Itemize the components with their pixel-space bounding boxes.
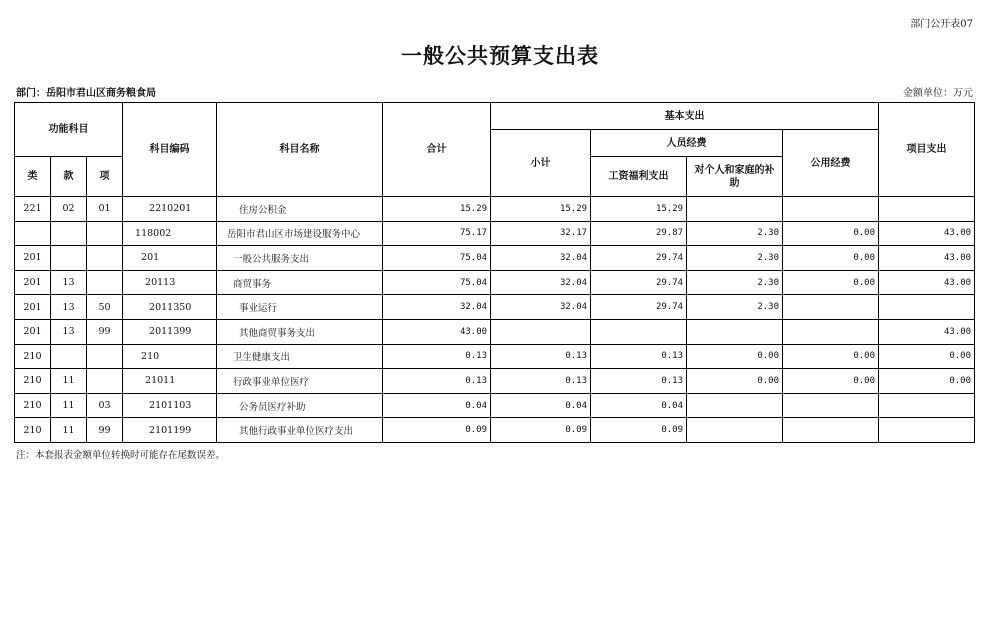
- cell-wage: 15.29: [591, 197, 687, 222]
- cell-subtotal: 32.04: [491, 270, 591, 295]
- cell-xiang: 03: [87, 393, 123, 418]
- cell-xiang: [87, 221, 123, 246]
- cell-name: 公务员医疗补助: [217, 393, 383, 418]
- cell-total: 0.09: [383, 418, 491, 443]
- cell-xiang: 01: [87, 197, 123, 222]
- cell-name: 一般公共服务支出: [217, 246, 383, 271]
- cell-name: 行政事业单位医疗: [217, 369, 383, 394]
- cell-total: 0.13: [383, 369, 491, 394]
- cell-total: 75.04: [383, 270, 491, 295]
- cell-xiang: [87, 270, 123, 295]
- cell-lei: 210: [15, 344, 51, 369]
- cell-subtotal: 0.13: [491, 369, 591, 394]
- cell-xiang: 99: [87, 418, 123, 443]
- cell-project: 43.00: [879, 319, 975, 344]
- header-wage: 工资福利支出: [591, 157, 687, 197]
- cell-personal: [687, 319, 783, 344]
- header-xiang: 项: [87, 157, 123, 197]
- cell-wage: 0.13: [591, 369, 687, 394]
- cell-kuan: 13: [51, 295, 87, 320]
- cell-wage: 0.04: [591, 393, 687, 418]
- cell-lei: 201: [15, 295, 51, 320]
- cell-public: [783, 393, 879, 418]
- table-row: [15, 393, 975, 418]
- cell-wage: 29.87: [591, 221, 687, 246]
- cell-kuan: 02: [51, 197, 87, 222]
- cell-subtotal: 32.17: [491, 221, 591, 246]
- cell-personal: 2.30: [687, 221, 783, 246]
- cell-subtotal: 0.09: [491, 418, 591, 443]
- table-body: [15, 197, 975, 443]
- cell-lei: 210: [15, 393, 51, 418]
- cell-public: [783, 418, 879, 443]
- cell-total: 32.04: [383, 295, 491, 320]
- cell-kuan: 11: [51, 418, 87, 443]
- table-row: [15, 369, 975, 394]
- cell-code: 210: [123, 344, 217, 369]
- cell-wage: 29.74: [591, 295, 687, 320]
- cell-code: 20113: [123, 270, 217, 295]
- cell-code: 118002: [123, 221, 217, 246]
- cell-personal: 2.30: [687, 295, 783, 320]
- cell-public: 0.00: [783, 270, 879, 295]
- cell-project: 0.00: [879, 369, 975, 394]
- header-kuan: 款: [51, 157, 87, 197]
- cell-code: 2101199: [123, 418, 217, 443]
- cell-name: 事业运行: [217, 295, 383, 320]
- cell-lei: [15, 221, 51, 246]
- cell-kuan: [51, 344, 87, 369]
- cell-project: [879, 418, 975, 443]
- table-row: [15, 295, 975, 320]
- cell-project: 43.00: [879, 221, 975, 246]
- cell-total: 75.04: [383, 246, 491, 271]
- cell-public: 0.00: [783, 344, 879, 369]
- table-row: [15, 319, 975, 344]
- header-subtotal: 小计: [491, 130, 591, 197]
- cell-personal: [687, 197, 783, 222]
- form-number: 部门公开表07: [910, 19, 973, 30]
- cell-subtotal: 32.04: [491, 246, 591, 271]
- cell-kuan: 11: [51, 369, 87, 394]
- cell-public: [783, 319, 879, 344]
- cell-project: [879, 295, 975, 320]
- table-row: [15, 221, 975, 246]
- cell-xiang: [87, 344, 123, 369]
- department-label: 部门：岳阳市君山区商务粮食局: [16, 88, 156, 99]
- cell-code: 2011399: [123, 319, 217, 344]
- cell-personal: 0.00: [687, 344, 783, 369]
- cell-xiang: [87, 246, 123, 271]
- header-personal: 对个人和家庭的补助: [687, 157, 783, 197]
- cell-project: [879, 197, 975, 222]
- table-row: [15, 197, 975, 222]
- table-row: [15, 270, 975, 295]
- cell-total: 0.13: [383, 344, 491, 369]
- cell-subtotal: 15.29: [491, 197, 591, 222]
- cell-public: 0.00: [783, 369, 879, 394]
- cell-name: 岳阳市君山区市场建设服务中心: [217, 221, 383, 246]
- table-row: [15, 418, 975, 443]
- cell-project: [879, 393, 975, 418]
- cell-kuan: [51, 246, 87, 271]
- cell-name: 住房公积金: [217, 197, 383, 222]
- footnote: 注：本套报表金额单位转换时可能存在尾数误差。: [16, 450, 226, 461]
- table-row: [15, 344, 975, 369]
- cell-lei: 210: [15, 369, 51, 394]
- cell-wage: [591, 319, 687, 344]
- cell-public: 0.00: [783, 246, 879, 271]
- header-lei: 类: [15, 157, 51, 197]
- cell-personal: 2.30: [687, 270, 783, 295]
- header-public: 公用经费: [783, 130, 879, 197]
- header-name: 科目名称: [217, 103, 383, 197]
- cell-wage: 0.13: [591, 344, 687, 369]
- cell-subtotal: 32.04: [491, 295, 591, 320]
- header-basic: 基本支出: [491, 103, 879, 130]
- cell-code: 201: [123, 246, 217, 271]
- cell-total: 0.04: [383, 393, 491, 418]
- cell-lei: 221: [15, 197, 51, 222]
- cell-name: 卫生健康支出: [217, 344, 383, 369]
- cell-lei: 210: [15, 418, 51, 443]
- header-personnel: 人员经费: [591, 130, 783, 157]
- cell-lei: 201: [15, 270, 51, 295]
- amount-unit-label: 金额单位：万元: [903, 88, 973, 99]
- cell-project: 0.00: [879, 344, 975, 369]
- cell-wage: 0.09: [591, 418, 687, 443]
- cell-kuan: [51, 221, 87, 246]
- cell-name: 其他行政事业单位医疗支出: [217, 418, 383, 443]
- header-project: 项目支出: [879, 103, 975, 197]
- cell-personal: [687, 418, 783, 443]
- cell-public: 0.00: [783, 221, 879, 246]
- cell-subtotal: 0.04: [491, 393, 591, 418]
- cell-code: 2101103: [123, 393, 217, 418]
- cell-xiang: 50: [87, 295, 123, 320]
- cell-personal: 2.30: [687, 246, 783, 271]
- cell-kuan: 11: [51, 393, 87, 418]
- cell-total: 15.29: [383, 197, 491, 222]
- cell-name: 商贸事务: [217, 270, 383, 295]
- cell-kuan: 13: [51, 270, 87, 295]
- cell-code: 2210201: [123, 197, 217, 222]
- cell-project: 43.00: [879, 246, 975, 271]
- cell-kuan: 13: [51, 319, 87, 344]
- cell-lei: 201: [15, 246, 51, 271]
- cell-personal: [687, 393, 783, 418]
- page-title: 一般公共预算支出表: [401, 43, 599, 68]
- cell-subtotal: [491, 319, 591, 344]
- cell-wage: 29.74: [591, 270, 687, 295]
- cell-lei: 201: [15, 319, 51, 344]
- header-code: 科目编码: [123, 103, 217, 197]
- cell-public: [783, 295, 879, 320]
- cell-wage: 29.74: [591, 246, 687, 271]
- budget-table: [14, 102, 975, 443]
- cell-xiang: 99: [87, 319, 123, 344]
- header-func-subject: 功能科目: [15, 103, 123, 157]
- cell-total: 75.17: [383, 221, 491, 246]
- cell-subtotal: 0.13: [491, 344, 591, 369]
- cell-xiang: [87, 369, 123, 394]
- header-total: 合计: [383, 103, 491, 197]
- table-row: [15, 246, 975, 271]
- cell-total: 43.00: [383, 319, 491, 344]
- cell-personal: 0.00: [687, 369, 783, 394]
- cell-code: 2011350: [123, 295, 217, 320]
- cell-name: 其他商贸事务支出: [217, 319, 383, 344]
- cell-code: 21011: [123, 369, 217, 394]
- cell-project: 43.00: [879, 270, 975, 295]
- cell-public: [783, 197, 879, 222]
